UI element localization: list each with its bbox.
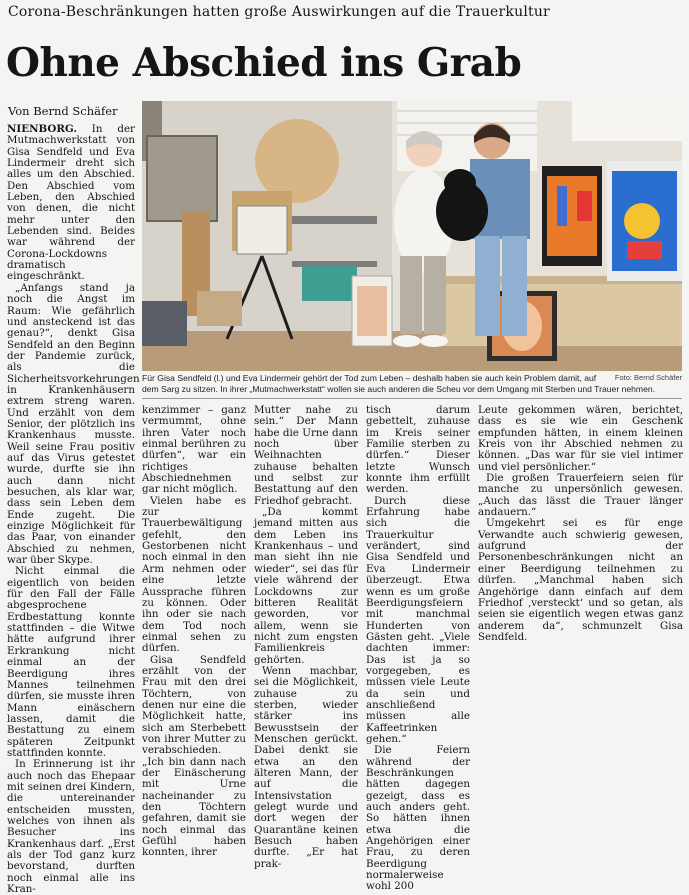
paragraph: Gisa Sendfeld erzählt von der Frau mit den drei Töchtern, von denen nur eine die Möglichkeit hatte, sich am Sterbebett von ihrer Mutter zu verabschieden. „Ich bin dann nach der Einäscherung mit Urne nacheinander zu den Töchtern gefahren, damit sie noch einmal das Gefühl haben konnten, ihrer xyxy=(142,653,246,859)
paragraph: „Anfangs stand ja noch die Angst im Raum: Wie gefährlich und ansteckend ist das genau?“, denkt Gisa Sendfeld an den Beginn der Pandemie zurück, als die Sicherheitsvorkehrungen in Krankenhäusern extrem streng waren. Und erzählt von dem Senior, der plötzlich ins Krankenhaus musste. Weil seine Frau positiv auf das Virus getestet wurde, durfte sie ihn auch dann nicht besuchen, als klar war, dass sein Leben dem Ende zugeht. Die einzige Möglichkeit für das Paar, von einander Abschied zu nehmen, war über Skype. xyxy=(7,281,140,567)
article-column-3 xyxy=(254,404,358,870)
paragraph: Vielen habe es zur Trauerbewältigung gefehlt, den Gestorbenen nicht noch einmal in den Arm nehmen oder eine letzte Aussprache führen zu können. Oder ihn oder sie nach dem Tod noch einmal sehen zu dürfen. xyxy=(142,494,246,655)
article-byline: Von Bernd Schäfer xyxy=(8,104,118,118)
paragraph: In Erinnerung ist ihr auch noch das Ehepaar mit seinen drei Kindern, die untereinander entscheiden mussten, welches von ihnen als Besucher ins Krankenhaus darf. „Erst als der Tod ganz kurz bevorstand, durften noch einmal alle ins Kran- xyxy=(7,758,135,895)
paragraph: Leute gekommen wären, berichtet, dass es sie wie ein Geschenk empfunden hätten, in einem kleinen Kreis von ihr Abschied nehmen zu können. „Das war für sie viel intimer und viel persönlicher.“ xyxy=(478,404,683,473)
dateline: NIENBORG. xyxy=(7,123,77,135)
paragraph: Die großen Trauerfeiern seien für manche zu unpersönlich gewesen. „Auch das lässt die Trauer länger andauern.“ xyxy=(478,472,683,519)
portrait-photo-icon xyxy=(142,101,682,371)
article-kicker: Corona-Beschränkungen hatten große Auswirkungen auf die Trauerkultur xyxy=(8,4,550,20)
paragraph: kenzimmer – ganz vermummt, ohne ihren Vater noch einmal berühren zu dürfen“, war ein richtiges Abschiednehmen gar nicht möglich. xyxy=(142,404,246,496)
article-column-1 xyxy=(7,123,140,895)
paragraph xyxy=(7,124,135,283)
paragraph: tisch darum gebettelt, zuhause im Kreis seiner Familie sterben zu dürfen.“ Dieser letzte Wunsch konnte ihm erfüllt werden. xyxy=(366,404,470,496)
paragraph: Umgekehrt sei es für enge Verwandte auch schwierig gewesen, aufgrund der Personenbeschränkungen nicht an einer Beerdigung teilnehmen zu dürfen. „Manchmal haben sich Angehörige dann einfach auf dem Friedhof ‚versteckt‘ und so getan, als seien sie eigentlich wegen etwas ganz anderem da“, schmunzelt Gisa Sendfeld. xyxy=(478,517,683,643)
paragraph: Die Feiern während der Beschränkungen hätten dagegen gezeigt, dass es auch anders geht. So hätten ihnen etwa die Angehörigen einer Frau, zu deren Beerdigung normalerweise wohl 200 xyxy=(366,744,470,893)
article-column-2 xyxy=(142,404,246,859)
article-headline: Ohne Abschied ins Grab xyxy=(6,40,522,86)
article-column-5 xyxy=(478,405,683,686)
article-photo xyxy=(142,101,682,371)
photo-caption xyxy=(142,373,682,401)
paragraph-text: In der Mutmachwerkstatt von Gisa Sendfeld und Eva Lindermeir dreht sich alles um den Abschied. Den Abschied vom Leben, den Abschied von denen, die nicht mehr unter den Lebenden sind. Beides war während der Corona-Lockdowns dramatisch eingeschränkt. xyxy=(7,123,135,283)
paragraph: Mutter nahe zu sein.“ Der Mann habe die Urne dann noch über Weihnachten zuhause behalten und selbst zur Bestattung auf den Friedhof gebracht. xyxy=(254,404,358,507)
paragraph: Wenn machbar, sei die Möglichkeit, zuhause zu sterben, wieder stärker ins Bewusstsein der Menschen gerückt. Dabei denkt sie etwa an den älteren Mann, der auf die Intensivstation gelegt wurde und dort wegen der Quarantäne keinen Besuch haben durfte. „Er hat prak- xyxy=(254,664,358,870)
paragraph: „Da kommt jemand mitten aus dem Leben ins Krankenhaus – und man sieht ihn nie wieder“, sei das für viele während der Lockdowns zur bitteren Realität geworden, vor allem, wenn sie nicht zum engsten Familienkreis gehörten. xyxy=(254,506,358,666)
paragraph: Durch diese Erfahrung habe sich die Trauerkultur verändert, sind Gisa Sendfeld und Eva Lindermeir überzeugt. Etwa wenn es um große Beerdigungsfeiern mit manchmal Hunderten von Gästen geht. „Viele dachten immer: Das ist ja so vorgegeben, es müssen viele Leute da sein und anschließend müssen alle Kaffeetrinken gehen.“ xyxy=(366,494,470,745)
article-column-4 xyxy=(366,404,470,893)
paragraph: Nicht einmal die eigentlich von beiden für den Fall der Fälle abgesprochene Erdbestattung konnte stattfinden – die Witwe hätte aufgrund ihrer Erkrankung nicht einmal an der Beerdigung ihres Mannes teilnehmen dürfen, sie musste ihren Mann einäschern lassen, damit die Bestattung zu einem späteren Zeitpunkt stattfinden konnte. xyxy=(7,565,135,759)
photo-credit: Foto: Bernd Schäfer xyxy=(614,373,682,382)
caption-text: Für Gisa Sendfeld (l.) und Eva Lindermeir gehört der Tod zum Leben – deshalb haben sie auch kein Problem damit, auf dem Sarg zu sitzen. In ihrer „Mutmachwerkstatt“ wollen sie auch anderen die Scheu vor dem Umgang mit Sterben und Trauer nehmen. xyxy=(142,373,656,394)
caption-divider xyxy=(142,398,682,399)
